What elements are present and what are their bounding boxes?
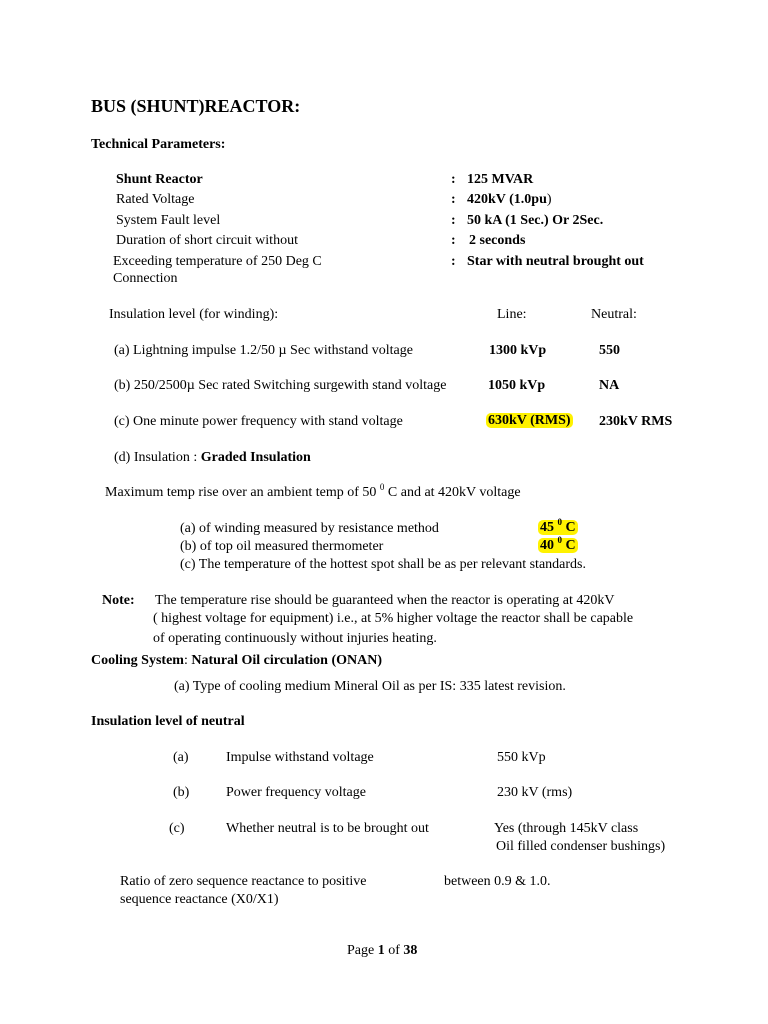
column-header-line: Line:: [497, 307, 527, 322]
param-value-shunt-reactor: 125 MVAR: [467, 172, 534, 187]
ratio-value: between 0.9 & 1.0.: [444, 874, 551, 889]
highlighted-temp-value: [538, 517, 578, 535]
neutral-row-index: (a): [173, 750, 189, 765]
insulation-item-label: (c) One minute power frequency with stand voltage: [114, 414, 403, 429]
param-label-exceeding-temperature: Exceeding temperature of 250 Deg C: [113, 254, 322, 269]
highlighted-temp-value: [538, 535, 578, 553]
highlighted-line-value: 630kV (RMS): [488, 413, 571, 428]
insulation-item-neutral-value: 550: [599, 343, 620, 358]
param-colon: :: [451, 213, 456, 228]
document-title: BUS (SHUNT)REACTOR:: [91, 96, 301, 116]
temp-rise-intro-text: Maximum temp rise over an ambient temp of 50: [105, 485, 380, 500]
insulation-item-line-value: 1050 kVp: [488, 378, 546, 393]
degree-superscript: 0: [557, 517, 562, 527]
page-number-separator: of: [384, 943, 404, 958]
temp-rise-item-hottest-spot: (c) The temperature of the hottest spot shall be as per relevant standards.: [180, 557, 586, 572]
cooling-item: (a) Type of cooling medium Mineral Oil as per IS: 335 latest revision.: [174, 679, 566, 694]
temp-rise-item-top-oil: (b) of top oil measured thermometer: [180, 539, 384, 554]
note-label: Note:: [102, 593, 135, 608]
neutral-row-value: Yes (through 145kV class: [494, 821, 639, 836]
cooling-system-label: Cooling System: [91, 653, 184, 668]
page-number-prefix: Page: [347, 943, 378, 958]
param-value-duration: 2 seconds: [469, 233, 526, 248]
ratio-label-line2: sequence reactance (X0/X1): [120, 892, 279, 907]
neutral-row-index: (c): [169, 821, 185, 836]
cooling-system-value: Natural Oil circulation (ONAN): [191, 653, 383, 668]
insulation-winding-heading: Insulation level (for winding):: [109, 307, 279, 322]
temp-rise-intro: [105, 482, 521, 500]
insulation-item-neutral-value: NA: [599, 378, 620, 393]
neutral-row-value: 230 kV (rms): [497, 785, 573, 800]
neutral-insulation-heading: Insulation level of neutral: [91, 714, 245, 729]
param-label-connection: Connection: [113, 271, 178, 286]
param-colon: :: [451, 192, 456, 207]
param-label-rated-voltage: Rated Voltage: [116, 192, 195, 207]
param-value-rated-voltage-suffix: ): [546, 192, 552, 207]
page-number-current: 1: [377, 943, 385, 958]
param-label-duration: Duration of short circuit without: [116, 233, 298, 248]
insulation-d-value: Graded Insulation: [200, 450, 311, 465]
note-line: ( highest voltage for equipment) i.e., at 5% higher voltage the reactor shall be capable: [153, 611, 634, 626]
neutral-row-value: 550 kVp: [497, 750, 546, 765]
insulation-item-label: (b) 250/2500µ Sec rated Switching surgewith stand voltage: [114, 378, 447, 393]
temp-value-unit: C: [562, 520, 576, 535]
neutral-row-value-continued: Oil filled condenser bushings): [496, 839, 666, 854]
page-number-total: 38: [403, 943, 418, 958]
neutral-row-label: Whether neutral is to be brought out: [226, 821, 429, 836]
degree-superscript: 0: [557, 535, 562, 545]
temp-value-number: 40: [540, 538, 558, 553]
column-header-neutral: Neutral:: [591, 307, 637, 322]
param-value-rated-voltage: [467, 192, 552, 207]
cooling-system-row: [91, 653, 382, 668]
ratio-label-line1: Ratio of zero sequence reactance to positive: [120, 874, 367, 889]
param-colon: :: [451, 233, 456, 248]
param-label-system-fault-level: System Fault level: [116, 213, 221, 228]
param-label-shunt-reactor: Shunt Reactor: [116, 172, 203, 187]
param-value-rated-voltage-main: 420kV (1.0pu: [467, 192, 547, 207]
insulation-d-row: [114, 450, 311, 465]
param-value-connection: Star with neutral brought out: [467, 254, 644, 269]
insulation-item-neutral-value: 230kV RMS: [599, 414, 673, 429]
cooling-system-separator: :: [183, 653, 192, 668]
temp-value-unit: C: [562, 538, 576, 553]
neutral-row-label: Power frequency voltage: [226, 785, 366, 800]
note-line: The temperature rise should be guaranteed when the reactor is operating at 420kV: [155, 593, 615, 608]
param-colon: :: [451, 254, 456, 269]
param-colon: :: [451, 172, 456, 187]
neutral-row-label: Impulse withstand voltage: [226, 750, 374, 765]
note-line: of operating continuously without injuries heating.: [153, 631, 437, 646]
temp-value-number: 45: [540, 520, 558, 535]
degree-superscript: 0: [379, 482, 385, 492]
insulation-item-label: (a) Lightning impulse 1.2/50 µ Sec withstand voltage: [114, 343, 413, 358]
temp-rise-intro-text-end: C and at 420kV voltage: [384, 485, 521, 500]
insulation-item-line-value: 1300 kVp: [489, 343, 547, 358]
insulation-d-label: (d) Insulation :: [114, 450, 201, 465]
page-number: [347, 943, 417, 958]
temp-rise-item-winding: (a) of winding measured by resistance method: [180, 521, 439, 536]
param-value-system-fault-level: 50 kA (1 Sec.) Or 2Sec.: [467, 213, 604, 228]
neutral-row-index: (b): [173, 785, 190, 800]
technical-parameters-heading: Technical Parameters:: [91, 137, 226, 152]
